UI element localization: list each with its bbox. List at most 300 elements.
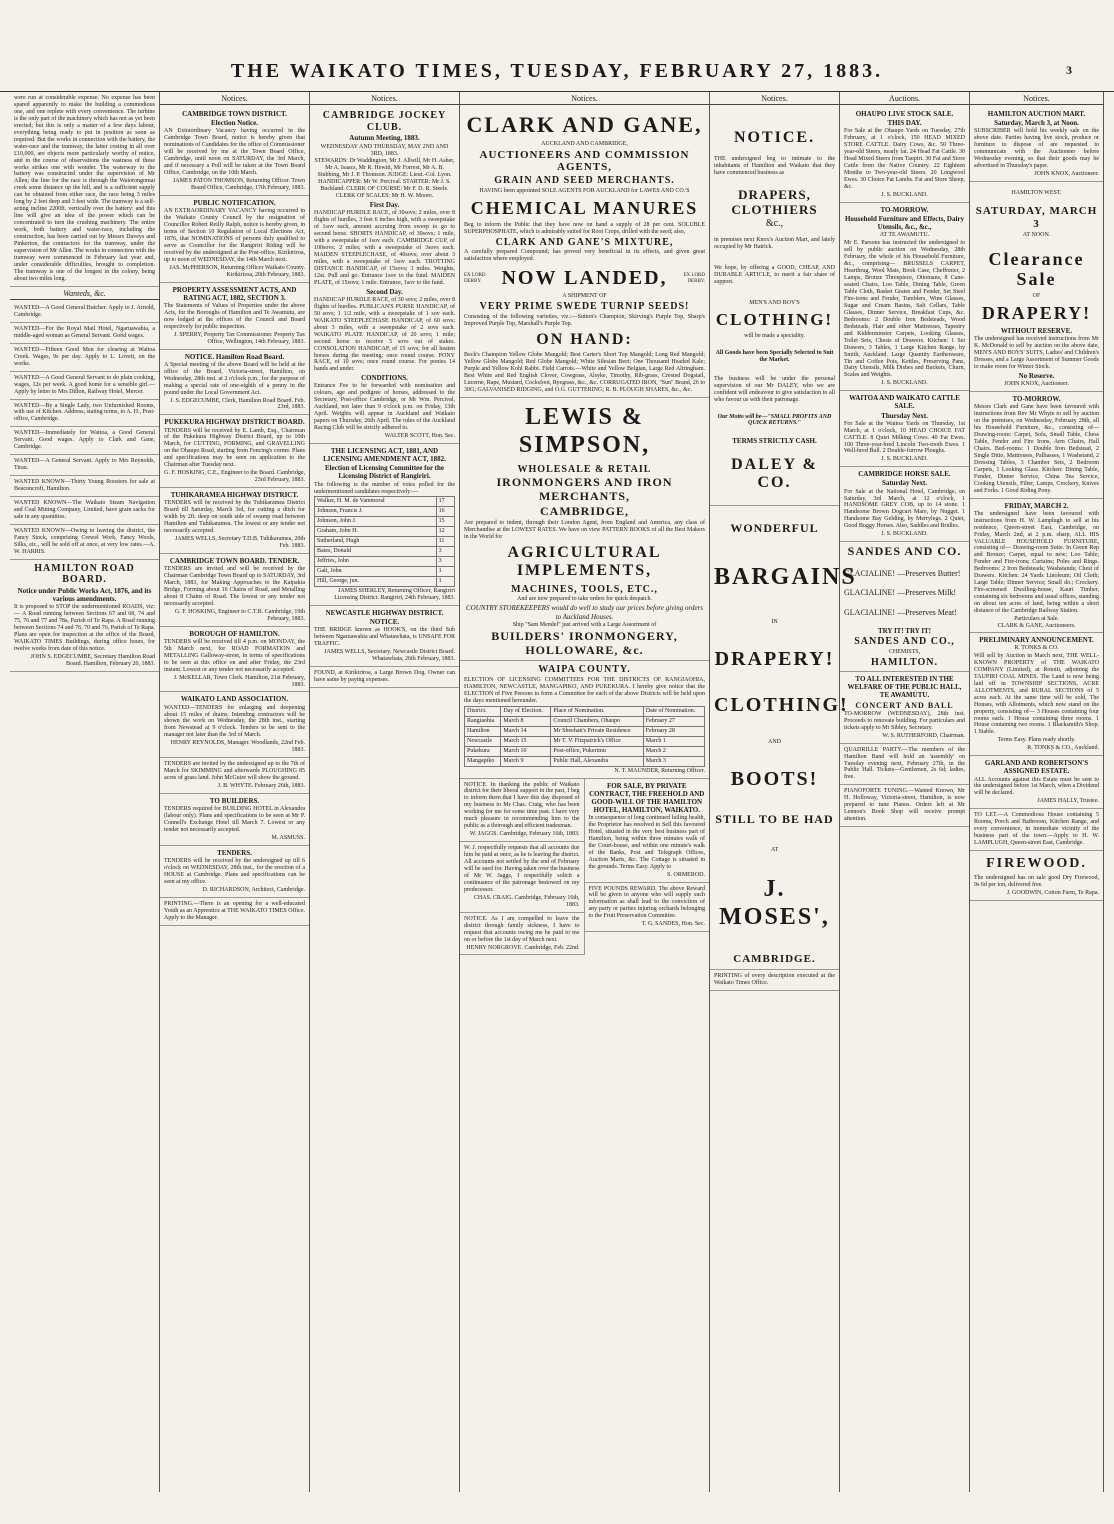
notice-ad — [160, 794, 309, 846]
firewood-ad — [970, 851, 1103, 901]
jockey-club-officials: STEWARDS: Dr Waddington, Mr J. Allwill, Mr H. Asher, Mr A. Isaacs, Mr R. Hewitt, Mr Forrest, Mr A. B. Stubbing, Mr J. P. Thomson. JUDGE: Lieut.-Col. Lyon. HANDICAPPER: Mr W. Percival. STARTER: Mr J. S. Buckland. CLERK OF COURSE: Mr F. D. R. Steele. CLERK OF SCALES: Mr H. W. Moore. — [314, 158, 455, 200]
to-let-body: TO LET.—A Commodious House containing 5 Rooms, Porch and Bathroom, Kitchen Range, and every convenience, in immediate vicinity of the business part of the town.—Apply to H. W. LAMPLUGH, Queen-street East, Cambridge. — [974, 812, 1099, 847]
licensing-signature: JAMES SHERLEY, Returning Officer, Rangiriri Licensing District. Rangiriri, 24th February, 1883. — [334, 588, 455, 601]
ohaupo-heading: OHAUPO LIVE STOCK SALE. — [855, 110, 954, 119]
craig-signature: CHAS. CRAIG. Cambridge, February 16th, 1883. — [473, 894, 580, 908]
notice-body: The Statements of Values of Properties under the above Acts, for the Boroughs of Hamilton and Te Awamutu, are now lodged at the offices of the Council and Board respectively for public inspection. — [164, 302, 305, 330]
vote-count: 11 — [436, 537, 454, 547]
orders-line: And are now prepared to take orders for quick despatch. — [517, 596, 652, 603]
premises-line: in premises next Knox's Auction Mart, and lately occupied by Mr Hatrick. — [714, 237, 835, 251]
saturday-line: SATURDAY, MARCH 3 — [975, 205, 1098, 230]
jaggs-signature: W. JAGGS. Cambridge, February 16th, 1883. — [469, 831, 580, 838]
notice-body: TENDERS are invited and will be received by the Chairman Cambridge Town Board up to SATURDAY, 3rd March, 1883, for Making Approaches to the Kaipakia Bridge, Forming about 16 Chains of Road, and Metalling about 8 Chains of Road. The lowest or any tender not necessarily accepted. — [164, 566, 305, 607]
wanted-text: WANTED—Fifteen Good Men for clearing at Waitoa Creek. Wages, 9s per day. Apply to L. Lovett, on the works. — [14, 346, 155, 367]
wanted-ad — [10, 476, 159, 497]
jockey-club-title: CAMBRIDGE JOCKEY CLUB. — [322, 110, 447, 133]
wanted-text: WANTED KNOWN—Thirty Young Roosters for sale at Beaconcroft, Hamilton. — [14, 479, 155, 493]
newcastle-signature: JAMES WELLS, Secretary. Newcastle District Board. Whatawhata, 26th February, 1883. — [324, 649, 455, 662]
vote-row — [315, 577, 455, 587]
table-cell: March 2 — [643, 746, 704, 756]
table-cell: March 15 — [501, 736, 551, 746]
reward-body: FIVE POUNDS REWARD. The above Reward will be given to anyone who will supply such information as shall lead to the conviction of any party or parties injuring orchards belonging to the Fruit Preservation Committee. — [588, 885, 705, 920]
column-6 — [840, 92, 970, 1492]
glaciline-3: GLACIALINE! —Preserves Meat! — [844, 607, 957, 617]
notice-body: TENDERS will be received till 4 p.m. on MONDAY, the 5th March next, for ROAD FORMATION and METALLING Galloway-street, in terms of specifications to be seen at this office on and after Friday, the 23rd instant. Lowest or any tender not necessarily accepted. — [164, 638, 305, 673]
clothing-line: CLOTHING! — [714, 693, 849, 716]
vote-count: 12 — [436, 527, 454, 537]
vote-row — [315, 567, 455, 577]
horse-sale — [840, 467, 969, 542]
norgrove-signature: HENRY NORGROVE. Cambridge, Feb. 22nd. — [466, 944, 580, 951]
column-heading: Notices. — [710, 92, 839, 105]
column-heading: Notices. — [160, 92, 309, 105]
seeds-heading: VERY PRIME SWEDE TURNIP SEEDS! — [479, 301, 690, 313]
col4-split — [460, 779, 709, 956]
conditions-heading: CONDITIONS. — [361, 374, 408, 383]
bargains-line: BARGAINS — [714, 563, 857, 590]
etc-line: &c., — [765, 217, 784, 229]
waipa-heading: WAIPA COUNTY. — [538, 664, 631, 676]
tomorrow-body: Messrs Clark and Gane have been favoured with instructions from Rev Mr Whyte to sell by auction on the premises, on Wednesday, February 28th, all his Household Furniture, &c., consisting of— Drawing-room: Carpet, Sofa, Small Table, Chess Table, Fender and Fire Irons, Arm Chairs, Hall Chairs. Bed-rooms: 1 Double Iron Bedstead, 2 Single Ditto, Mattresses, Palliasses, 1 Washstand, 2 Dressing Tables, 3 Chamber Sets, 2 Bedroom Carpets, 1 Looking Glass. Kitchen: Dining Table, Fender, Dinner Service, China Tea Service, Cooking Utensils, Filter, Lamps, Crockery, Knives and Forks. 1 Good Riding Pony. — [974, 404, 1099, 494]
vote-row — [315, 517, 455, 527]
table-cell: Pukekura — [465, 746, 501, 756]
on-hand-heading: ON HAND: — [536, 330, 633, 348]
hamilton-road-board-notice — [10, 560, 159, 672]
second-day-heading: Second Day. — [366, 287, 403, 296]
reward-signature: T. G. SANDES, Hon. Sec. — [641, 921, 705, 928]
speciality-line: will be made a speciality. — [744, 332, 805, 339]
tomorrow-heading: TO-MORROW. — [1012, 395, 1061, 404]
conditions-body: Entrance Fee to be forwarded with nomination and colours, age and pedigree of horses, addressed to the Secretary, Post-office Cambridge, or Mr Wm. Percival, Auckland, not later than 9 o'clock p.m. on Friday, 13th April. Weights will appear in Auckland and Waikato papers on Thursday, 26th April. The rules of the Auckland Racing Club will be strictly adhered to. — [314, 383, 455, 432]
votes-table — [314, 496, 455, 587]
hw-line: HAMILTON WEST. — [1011, 190, 1062, 197]
table-cell: March 8 — [501, 716, 551, 726]
candidate-name: Johnson, John J. — [315, 517, 437, 527]
cheap-line: We hope, by offering a GOOD, CHEAP, AND DURABLE ARTICLE, to merit a fair share of support. — [714, 265, 835, 286]
notice-body: TENDERS will be received by E. Lamb, Esq., Chairman of the Pukekura Highway District Board, up to 10th March, for CUTTING, FORMING, and GRAVELLING on the Ohaupo Road, starting from Fencing's corner. Plans and specifications may be seen on application to the Chairman after Tuesday next. — [164, 427, 305, 469]
notice-title: TO BUILDERS. — [209, 797, 260, 806]
piano-ad — [840, 785, 969, 827]
shipment-line: A SHIPMENT OF — [562, 293, 607, 300]
vote-row — [315, 557, 455, 567]
column-1 — [10, 92, 160, 1492]
notice-ad — [160, 898, 309, 926]
machines-heading: MACHINES, TOOLS, ETC., — [511, 583, 658, 595]
chemists-line: CHEMISTS, — [888, 648, 921, 655]
sandes-ad — [840, 542, 969, 672]
tonks-name: R. TONKS & CO. — [1014, 645, 1059, 651]
firewood-heading: FIREWOOD. — [986, 856, 1087, 872]
notice-ad — [160, 627, 309, 693]
garland-ad — [970, 756, 1103, 809]
vote-row — [315, 547, 455, 557]
without-reserve: WITHOUT RESERVE. — [1000, 327, 1073, 336]
now-landed-heading: NOW LANDED, — [501, 267, 668, 290]
to-let-ad — [970, 809, 1103, 851]
jockey-club-meeting: Autumn Meeting, 1883. — [349, 134, 420, 143]
vote-count: 1 — [436, 567, 454, 577]
mixture-heading: CLARK AND GANE'S MIXTURE, — [495, 236, 674, 248]
still-line: STILL TO BE HAD — [715, 811, 834, 826]
norgrove-notice — [460, 913, 584, 956]
table-cell: March 10 — [501, 746, 551, 756]
craig-notice — [460, 842, 584, 913]
quadrille-body: QUADRILLE PARTY.—The members of the Hamilton Band will hold an 'assembly' on Tuesday evening next, February 27th, in the Public Hall. Tickets—Gentlemen, 2s 6d; ladies, free. — [844, 746, 965, 781]
table-row — [465, 756, 705, 766]
garland-signature: JAMES HALLY, Trustee. — [1037, 798, 1099, 805]
horse-signature: J. S. BUCKLAND. — [881, 531, 928, 538]
waitoa-signature: J. S. BUCKLAND. — [881, 456, 928, 463]
firewood-body: The undersigned has on sale good Dry Firewood, 9s 6d per ton, delivered free. — [974, 875, 1099, 889]
hotel-sale-body: In consequence of long continued failing health, the Proprietor has resolved to Sell this favoured Hotel, situated in the very best business part of Hamilton, being within three minutes walk of the Court-house, and within one minute's walk of the Banks, Post and Telegraph Offices, Auction Marts, &c. The Cottage is situated in the grounds. Terms Easy. Apply to — [588, 814, 705, 870]
wanted-text: WANTED KNOWN—The Waikato Steam Navigation and Coal Mining Company, Limited, have grain sacks for sale in any quantities. — [14, 500, 155, 520]
seeds-body: Consisting of the following varieties, viz.:—Sutton's Champion, Skirving's Purple Top, Sharp's Improved Purple Top, Marshall's Purple Top. — [464, 313, 705, 327]
and-line: AND — [768, 738, 781, 745]
table-cell: March 9 — [501, 756, 551, 766]
notice-title: CAMBRIDGE TOWN BOARD. TENDER. — [169, 556, 300, 565]
notice-body: WANTED—TENDERS for enlarging and deepening about 15 miles of drains. Intending contractors will be shown the work on Wednesday, the 28th inst., starting from Newstead at 9 o'clock. Tenders to be sent to the manager not later than the 3rd of March. — [164, 704, 305, 739]
notice-signature: J. McKELLAR, Town Clerk. Hamilton, 21st February, 1883. — [173, 674, 305, 688]
notice-signature: J. B. WHYTE. February 26th, 1883. — [217, 783, 305, 790]
tonks-ad — [970, 633, 1103, 756]
horse-day: Saturday Next. — [881, 479, 928, 488]
boots-line: BOOTS! — [730, 767, 819, 790]
table-header: Day of Election. — [501, 706, 551, 716]
found-body: FOUND, at Kirikiriroa, a Large Brown Dog. Owner can have same by paying expenses. — [314, 669, 455, 683]
notice-ad — [160, 692, 309, 758]
household-signature: J. S. BUCKLAND. — [881, 380, 928, 387]
firm-location: AUCKLAND AND CAMBRIDGE, — [541, 140, 628, 147]
notice-title: TENDERS. — [217, 848, 252, 857]
prelim-heading: PRELIMINARY ANNOUNCEMENT. — [979, 635, 1094, 644]
notice-ad — [160, 415, 309, 488]
ex-lord-derby-left: EX LORD DERBY. — [464, 272, 486, 284]
manures-heading: CHEMICAL MANURES — [470, 197, 699, 218]
concert-body: TO-MORROW (WEDNESDAY), 28th inst. Proceeds to renovate building. For particulars and tickets apply to Mr Sibley, Secretary. — [844, 710, 965, 731]
licensing-sub: Election of Licensing Committee for the Licensing District of Rangiriri. — [324, 464, 445, 481]
vote-count: 17 — [436, 497, 454, 507]
notice-body: AN Extraordinary Vacancy having occurred in the Cambridge Town Board, notice is hereby given that nominations of Candidates for the office of Commissioner will be received by me at the Town Board Office, Cambridge, until noon on SATURDAY, the 3rd March, and if necessary a Poll will be taken at the Town Board Office, Cambridge, on the 10th March. — [164, 128, 305, 177]
vote-count: 3 — [436, 557, 454, 567]
concert-title: CONCERT AND BALL — [855, 700, 954, 710]
clothing-heading: CLOTHING! — [715, 310, 834, 330]
table-cell: Public Hall, Alexandra — [551, 756, 643, 766]
norgrove-body: NOTICE. As I am compelled to leave the district through family sickness, I have to request that accounts owing me be paid to me on or before the 1st day of March next. — [464, 915, 580, 943]
notice-subtitle: Election Notice. — [210, 119, 259, 128]
wanted-ad — [10, 400, 159, 428]
waitoa-sale — [840, 391, 969, 467]
notice-ad — [160, 283, 309, 350]
waipa-signature: N. T. MAUNDER, Returning Officer. — [614, 767, 705, 774]
table-cell: Hamilton — [465, 726, 501, 736]
concert-heading: TO ALL INTERESTED IN THE WELFARE OF THE PUBLIC HALL, TE AWAMUTU. — [847, 675, 962, 700]
column-heading: Auctions. — [840, 92, 969, 105]
newcastle-body: THE BRIDGE known as HOOK'S, on the third Sub between Ngaruawahia and Whatawhata, is UNSAFE FOR TRAFFIC. — [314, 627, 455, 648]
lewis-heading: LEWIS & SIMPSON, — [518, 403, 651, 458]
glaciline-2: GLACIALINE! —Preserves Milk! — [844, 588, 956, 598]
wanted-ad — [10, 497, 159, 525]
printing-ad — [710, 970, 839, 991]
licensing-ad — [310, 444, 459, 606]
firm-name: CLARK AND GANE, — [466, 112, 703, 138]
clark-gane-signature: CLARK & GANE, Auctioneers. — [997, 622, 1076, 629]
daley-signature: DALEY & CO. — [731, 455, 818, 492]
table-cell: March 1 — [643, 736, 704, 746]
table-cell: Mangapiko — [465, 756, 501, 766]
notice-ad — [160, 554, 309, 627]
notice-signature: JAMES PATON THOMSON, Returning Officer. Town Board Office, Cambridge, 17th February, 1883. — [172, 178, 305, 192]
notice-body: THE undersigned beg to intimate to the inhabitants of Hamilton and Waikato that they have commenced business as — [714, 155, 835, 176]
notice-signature: G. F. HOSKING, Engineer to C.T.B. Cambridge, 19th February, 1883. — [174, 608, 305, 622]
lewis-simpson-ad — [460, 398, 709, 661]
ship-line: Ship "Sam Mendel" just arrived with a Large Assortment of — [512, 621, 657, 628]
notice-body: TENDERS will be received by the Tuhikaramea District Board till Saturday, March 3rd, for cutting a ditch for width by 2ft. deep on south side of swamp road between Hamilton and Tuhikaramea. The lowest or any tender not necessarily accepted. — [164, 500, 305, 535]
manures-body: Beg to inform the Public that they have now on hand a supply of 28 per cent. SOLUBLE SUPERPHOSPHATE, which is admirably suited for Root Crops, drilled with the seed; also, — [464, 221, 705, 235]
table-header: Date of Nomination. — [643, 706, 704, 716]
notice-body: TENDERS required for BUILDING HOTEL in Alexandra (labour only). Plans and specifications to be seen at Mr P. Connell's Exchange Hotel till March 7. Lowest or any tender not necessarily accepted. — [164, 806, 305, 834]
table-cell: February 27 — [643, 716, 704, 726]
firm-trade-2: GRAIN AND SEED MERCHANTS. — [494, 175, 675, 187]
jaggs-body: NOTICE. In thanking the public of Waikato district for their liberal support in the past, I beg to inform them that I have this day disposed of my business to Mr Chas. Craig, who has been working for me for some time past. I have very much pleasure in recommending him to the public as a thorough and efficient tradesman. — [464, 781, 580, 830]
horse-body: For Sale at the National Hotel, Cambridge, on Saturday, 3rd March, at 12 o'clock, 1 HANDSOME GREY COB, up to 14 stone. 1 Handsome Brown Dogcart Mare, by Nugget. 1 Handsome Bay Gelding, by Merrylegs. 2 Quiet, Good Buggy Horses. Also, Saddles and Bridles. — [844, 488, 965, 530]
column-5 — [710, 92, 857, 1492]
road-board-sub: Notice under Public Works Act, 1876, and its various amendments. — [17, 586, 152, 604]
moses-ad — [710, 506, 857, 970]
notice-body: A Special meeting of the above Board will be held at the office of the Board, Victoria-street, Hamilton, on Wednesday, 28th inst. at 2 o'clock p.m., for the purpose of making a special rate of one-eighth of a penny in the pound under the Local Government Act. — [164, 361, 305, 396]
sandes-name: SANDES AND CO., — [854, 636, 955, 648]
waipa-body: ELECTION OF LICENSING COMMITTEES FOR THE DISTRICTS OF RANGIAOHIA, HAMILTON, NEWCASTLE, MANGAPIKO, AND PUKEKURA. I hereby give notice that the ELECTION of Five Persons to form a Committee for each of the above Districts will be held upon the days mentioned hereunder. — [464, 677, 705, 704]
wanted-text: WANTED KNOWN—Owing to leaving the district, the Fancy Stock, comprising Crewel Work, Fancy Wools, Silks, etc., will be sold off at once, at very low rates.—A. W. HARRIS. — [14, 527, 155, 555]
candidate-name: Galt, John — [315, 567, 437, 577]
table-cell: March 14 — [501, 726, 551, 736]
table-cell: March 3 — [643, 756, 704, 766]
business-line: The business will be under the personal supervision of our Mr DALEY, who we are confident will endeavour to give satisfaction to all who favour us with their patronage. — [714, 375, 835, 403]
notice-ad — [160, 107, 309, 196]
column-heading: Notices. — [460, 92, 709, 105]
waitoa-body: For Sale at the Waitoa Yards on Thursday, 1st March, at 1 o'clock, 10 HEAD CHOICE FAT CATTLE. 8 Quiet Milking Cows. 40 Fat Ewes. 100 Three-year-bred Lincoln Two-tooth Ewes. 1 Well-bred Bull. 2 Double-furrow Ploughs. — [844, 420, 965, 455]
vote-count: 3 — [436, 547, 454, 557]
notice-title: PUBLIC NOTIFICATION. — [193, 199, 276, 208]
drapers-heading: DRAPERS, CLOTHIERS — [731, 186, 818, 217]
road-board-signature: JOHN S. EDGECUMBE, Secretary Hamilton Road Board. Hamilton, February 20, 1883. — [30, 653, 155, 667]
vote-count: 15 — [436, 517, 454, 527]
firewood-signature: J. GOODWIN, Cotton Farm, Te Rapa. — [1006, 890, 1099, 897]
notice-title: NOTICE. Hamilton Road Board. — [184, 352, 285, 361]
in-line: IN — [771, 619, 778, 626]
ohaupo-day: THIS DAY. — [887, 119, 922, 128]
licensing-body: The following is the number of votes polled for the undermentioned candidates respectively:— — [314, 481, 455, 495]
page-number: 3 — [1066, 63, 1072, 77]
table-header: District. — [465, 706, 501, 716]
vote-count: 1 — [436, 577, 454, 587]
household-body: Mr E. Parsons has instructed the undersigned to sell by public auction on Wednesday, 28th February, the whole of his Household Furniture, &c., comprising— BRUSSELS CARPET, Hearthrug, Wool Mats, Book Case, Cheffonier, 2 Lamps, Bronze Threepiece, Ottomans, 8 Cane-seated Chairs, Loo Table, Dining Table, Green Table Cloth, Basket Grates and Fender, Set Steel Fire-irons and Fender, Tumblers, Wine Glasses, Sugar and Cream Basins, Salt Cellars, Table Glasses, Dinner Service, Breakfast Cups, &c. Bedrooms: 2 Double Iron Bedsteads, Wood Bedsteads, Hair and other Mattresses, Tapestry and Kidderminster Carpets, Looking Glasses, Toilet Sets, Chests of Drawers. Kitchen: 1 Set Drawers, 3 Tables, 1 Large Kitchen Range, by Smith, Auckland. Large Quantity Earthenware, Tin and Coffee Pots, Kettles, Preserving Pans, Dairy Utensils, Milk Dishes and Buckets, Churn, Scales and Weights. — [844, 240, 965, 379]
jockey-club-dates: WEDNESDAY AND THURSDAY, MAY 2ND AND 3RD, 1883. — [320, 143, 449, 157]
candidate-name: Bates, Donald — [315, 547, 437, 557]
notice-title: TUHIKARAMEA HIGHWAY DISTRICT. — [170, 491, 299, 500]
notice-ad — [160, 758, 309, 794]
mart-body: SUBSCRIBER will hold his weekly sale on the above date. Parties having live stock, produce or furniture to dispose of are requested to communicate with the Auctioneer before Wednesday evening, so that their goods may be advertised in Thursday's paper. — [974, 128, 1099, 170]
country-line: COUNTRY STOREKEEPERS would do well to study our prices before giving orders to Auckland Houses. — [465, 604, 704, 621]
candidate-name: Graham, John H. — [315, 527, 437, 537]
table-row — [465, 746, 705, 756]
mart-heading: HAMILTON AUCTION MART. — [987, 110, 1086, 119]
drapery-body: The undersigned has received instructions from Mr K. McDonald to sell by auction on the above date, MEN'S AND BOYS' SUITS, Ladies' and Children's Dresses, and a Large Assortment of Summer Goods to make room for Winter Stock. — [974, 336, 1099, 371]
cambridge-heading: CAMBRIDGE, — [539, 504, 629, 519]
drapery-line: DRAPERY! — [714, 648, 835, 671]
notice-ad — [160, 350, 309, 416]
table-cell: Post-office, Pukerimu — [551, 746, 643, 756]
waipa-county-ad — [460, 661, 709, 778]
household-tomorrow: TO-MORROW. — [880, 206, 929, 215]
candidate-name: Sutherland, Hugh — [315, 537, 437, 547]
wonderful-line: WONDERFUL — [730, 520, 819, 535]
piano-body: PIANOFORTE TUNING.—Wanted Known, Mr H. Holloway, Victoria-street, Hamilton, is now prepared to tune Pianos. Orders left at Mr Lennon's Book Shop will receive prompt attention. — [844, 788, 965, 823]
wanted-ad — [10, 323, 159, 344]
mart-day: Saturday, March 3, at Noon. — [994, 119, 1079, 128]
friday-sale — [970, 499, 1103, 633]
moses-line: J. MOSES', — [719, 875, 830, 930]
newcastle-ad — [310, 606, 459, 667]
wanted-ad — [10, 525, 159, 560]
ohaupo-signature: J. S. BUCKLAND. — [881, 192, 928, 199]
noon-line: AT NOON. — [1022, 231, 1051, 238]
wanted-ad — [10, 372, 159, 400]
wanted-text: WANTED—Immediately for Waitoa, a Good General Servant. Good wages. Apply to Clark and Gane, Cambridge. — [14, 430, 155, 451]
lewis-body: Are prepared to indent, through their London Agent, from England and America, any class of Merchandise at the LOWEST RATES. We have on view PATTERN BOOKS of all the Best Makers in the World for — [464, 519, 705, 540]
drapery-heading: DRAPERY! — [981, 303, 1092, 324]
wanted-ad — [10, 344, 159, 372]
column-7 — [970, 92, 1104, 1492]
candidate-name: Johnson, Francis J. — [315, 507, 437, 517]
wanted-text: WANTED—For the Royal Mail Hotel, Ngaruawahia, a middle-aged woman as General Servant. Good wages. — [14, 325, 155, 339]
table-cell: Mr Sheehan's Private Residence — [551, 726, 643, 736]
household-sale — [840, 203, 969, 391]
col2-notices — [160, 107, 309, 925]
reward-ad — [585, 883, 710, 933]
of-line: OF — [1032, 293, 1041, 300]
quadrille-ad — [840, 744, 969, 786]
clearance-ad — [970, 182, 1103, 392]
clearance-line: Clearance Sale — [988, 248, 1085, 290]
garland-body: ALL Accounts against this Estate must be sent to the undersigned before 1st March, when a Dividend will be declared. — [974, 776, 1099, 797]
hamilton-line: HAMILTON. — [870, 656, 939, 668]
builders-heading: BUILDERS' IRONMONGERY, HOLLOWARE, &c. — [491, 628, 678, 657]
printing-body: PRINTING of every description executed at the Waikato Times Office. — [714, 973, 835, 987]
agents-line: HAVING been appointed SOLE AGENTS FOR AUCKLAND for LAWES AND CO.'S — [479, 187, 690, 194]
vote-row — [315, 507, 455, 517]
table-cell: February 28 — [643, 726, 704, 736]
concert-signature: W. S. RUTHERFORD, Chairman. — [882, 732, 965, 739]
licensing-title: THE LICENSING ACT, 1881, AND LICENSING AMENDMENT ACT, 1882. — [323, 447, 446, 464]
on-hand-body: Beck's Champion Yellow Globe Mangold; Best Carter's Short Top Mangold; Long Red Mangold; Yellow Globe Mangold; Red Globe Mangold; White Silesian Beet; One Thousand Headed Kale; Purple and Yellow Kohl Rabbi. Field Carrots.—White and Yellow Belgian, Large Red Altringham. Best White and Red English Clover, Cowgrass, Alsyke, Timothy, Rib-grass, Crested Dogstail, Lucerne, Rape, Mustard, Cocksfoot, Ryegrass, &c., &c. CORRUGATED IRON, "Sun" Brand, 26 to 30G; GALVANISED RIDGING, and O.G. GUTTERING; R. B. PLOUGH SHARES, &c., &c. — [464, 352, 705, 394]
try-it-line: TRY IT! TRY IT! — [877, 626, 932, 635]
notice-title: CAMBRIDGE TOWN DISTRICT. — [182, 110, 287, 119]
glaciline-1: GLACIALINE! —Preserves Butter! — [844, 569, 961, 579]
notice-heading: NOTICE. — [733, 129, 816, 147]
table-cell: Rangiaohia — [465, 716, 501, 726]
concert-ad — [840, 672, 969, 743]
notice-title: WAIKATO LAND ASSOCIATION. — [180, 695, 289, 704]
knox-signature: JOHN KNOX, Auctioneer. — [1004, 381, 1069, 388]
jaggs-notice — [460, 779, 584, 843]
firm-trade: AUCTIONEERS AND COMMISSION AGENTS, — [479, 148, 690, 174]
notice-signature: J. S. EDGECUMBE, Clerk, Hamilton Road Board. Feb. 23rd, 1883. — [170, 397, 305, 411]
ohaupo-sale — [840, 107, 969, 203]
clark-gane-ad — [460, 107, 709, 398]
wanted-text: WANTED—By a Single Lady, two Unfurnished Rooms, with use of Kitchen. Address, stating terms, to A. H., Post-office, Cambridge. — [14, 402, 155, 423]
notice-signature: M. ASMUSS. — [271, 834, 305, 841]
at-line: AT — [770, 846, 779, 853]
notice-signature: G. F. HOSKING, C.E., Engineer to the Board. Cambridge, 23rd February, 1883. — [164, 470, 305, 484]
newspaper-title: THE WAIKATO TIMES, TUESDAY, FEBRUARY 27, 1883. — [230, 60, 884, 82]
table-row — [465, 736, 705, 746]
ex-lord-derby-right: EX LORD DERBY. — [683, 272, 705, 284]
notice-body: TENDERS are invited by the undersigned up to the 7th of March for SKIMMING and afterwards PLOUGHING 85 acres of grass land. John McGuire will show the ground. — [164, 761, 305, 782]
newcastle-title: NEWCASTLE HIGHWAY DISTRICT. — [325, 608, 444, 617]
motto-line: Our Motto will be—"SMALL PROFITS AND QUICK RETURNS." — [717, 413, 832, 427]
notice-ad — [160, 488, 309, 554]
household-heading: Household Furniture and Effects, Dairy Utensils, &c., &c., — [844, 215, 965, 232]
hotel-sale-heading: FOR SALE, BY PRIVATE CONTRACT, THE FREEHOLD AND GOOD-WILL OF THE HAMILTON HOTEL, HAMILTON, WAIKATO. — [589, 781, 705, 814]
column-heading: Notices. — [970, 92, 1103, 105]
mining-article — [10, 92, 159, 287]
particulars-line: Particulars at Sale. — [1014, 615, 1059, 622]
ohaupo-body: For Sale at the Ohaupo Yards on Tuesday, 27th February, at 1 o'clock, 150 HEAD MIXED STORE CATTLE. Dairy Cows, &c. 50 Three-year-old Steers, nearly fat. 24 Head Fat Cattle. 30 Head Mixed Steers from Taupiri. 30 Fat and Store Cattle from the Native Country. 22 Eighteen Months to Two-year-old Steers. 20 Longwool Ewes. 30 Choice Fat Lambs. Fat and Store Sheep, &c. — [844, 128, 965, 191]
sandes-heading: SANDES AND CO. — [847, 544, 962, 559]
notice-title: PUKEKURA HIGHWAY DISTRICT BOARD. — [164, 418, 305, 427]
mens-line: MEN'S AND BOY'S — [749, 300, 800, 307]
table-row — [465, 716, 705, 726]
notice-body: TENDERS will be received by the undersigned up till 6 o'clock on WEDNESDAY, 28th inst., for the erection of a HOUSE at Cambridge. Plans and specifications can be seen at my office. — [164, 858, 305, 885]
garland-heading: GARLAND AND ROBERTSON'S ASSIGNED ESTATE. — [984, 759, 1089, 776]
agricultural-heading: AGRICULTURAL IMPLEMENTS, — [507, 543, 662, 580]
column-4 — [460, 92, 710, 1492]
wanteds-heading: Wanteds, &c. — [10, 287, 159, 300]
terms-line: Terms Easy. Plans ready shortly. — [997, 737, 1076, 744]
masthead — [0, 0, 1114, 92]
wanteds-list — [10, 302, 159, 560]
newcastle-sub: NOTICE. — [369, 618, 400, 627]
column-3 — [310, 92, 460, 1492]
notice-signature: J. SPERRY, Property Tax Commissioner. Property Tax Office, Wellington, 14th February, 1883. — [173, 331, 305, 345]
first-day-races: HANDICAP HURDLE RACE, of 30sovs; 2 miles, over 8 flights of hurdles, 3 feet 6 inches high, with a sweepstake of 1sov each, amount accruing from sweep to go to second horse. SHORTS HANDICAP, of 30sovs; 1 mile, with a sweepstake of 1sov each. CAMBRIDGE CUP, of 100sovs; 2 miles; with a sweepstake of 3sovs each. MAIDEN STEEPLECHASE, of 40sovs; over about 3 miles, with a sweepstake of 1sov each. TROTTING DISTANCE HANDICAP, of 15sovs; 3 miles. Weights, 12st. Pull and go. Entrance 1sov to the fund. MAIDEN PLATE, of 15sovs; 1 mile. Entrance, 1sov to the fund. — [314, 210, 455, 286]
notice-ad — [160, 846, 309, 898]
wanted-ad — [10, 455, 159, 476]
waitoa-day: Thursday Next. — [881, 411, 928, 420]
first-day-heading: First Day. — [369, 201, 400, 210]
table-row — [465, 726, 705, 736]
col4-left — [460, 779, 585, 956]
waipa-table — [464, 706, 705, 767]
lewis-sub: WHOLESALE & RETAIL — [517, 463, 652, 475]
notice-body: AN EXTRAORDINARY VACANCY having occurred in the Waikato County Council by the resignation of Councillor Robert Reilly Ralph, notice is hereby given, in terms of Section 10 Regulation of Local Elections Act, 1876, that NOMINATIONS of persons duly qualified to serve as Councillor for the Rangiriri Riding will be received by the undersigned at the Post-office, Kirikiriroa, up to noon of WEDNESDAY, the 14th March next. — [164, 208, 305, 263]
hotel-sale-signature: S. ORMEROD. — [667, 871, 705, 878]
household-location: AT TE AWAMUTU. — [879, 232, 930, 239]
no-reserve: No Reserve. — [1018, 372, 1055, 381]
notice-signature: JAMES WELLS, Secretary T.D.B. Tuhikaramea, 20th Feb. 1883. — [175, 536, 305, 549]
found-ad — [310, 667, 459, 688]
notice-body: PRINTING.—There is an opening for a well-educated Youth as an Apprentice at THE WAIKATO TIMES Office. Apply to the Manager. — [164, 900, 305, 921]
hotel-sale-ad — [585, 779, 710, 883]
table-cell: Newcastle — [465, 736, 501, 746]
conditions-signature: WALTER SCOTT, Hon. Sec. — [384, 433, 455, 440]
ironmongers-heading: IRONMONGERS AND IRON MERCHANTS, — [496, 475, 673, 504]
second-day-races: HANDICAP HURDLE RACE, of 30 sovs; 2 miles, over 8 flights of hurdles. PUBLICAN'S PURSE HANDICAP, of 50 sovs; 1 1/2 mile, with a sweepstake of 1 sov each. WAIKATO STEEPLECHASE HANDICAP, of 60 sovs; about 3 miles, with a sweepstake of 2 sovs each. WAIKATO PLATE HANDICAP, of 20 sovs; 1 mile; second horse to receive 5 sovs out of stakes. CONSOLATION HANDICAP, of 15 sovs; for all beaten horses during the meeting; once round course. PONY RACE, of 10 sovs; once round course. For ponies 14 hands and under. — [314, 296, 455, 373]
wanted-ad — [10, 427, 159, 455]
wanted-text: WANTED—A Good General Servant to do plain cooking, wages, 12s per week. A good home for a sensible girl.—Apply by letter to Mrs Dillon, Railway Hotel, Mercer. — [14, 374, 155, 395]
column-heading: Notices. — [310, 92, 459, 105]
vote-row — [315, 527, 455, 537]
